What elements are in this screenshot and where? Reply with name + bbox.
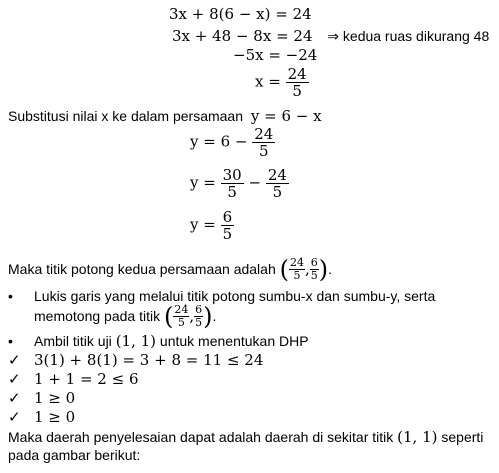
conclusion-text-before: Maka daerah penyelesaian dapat adalah daerah di sekitar titik bbox=[8, 429, 394, 445]
bullet-1-line-1: Lukis garis yang melalui titik potong sumbu-x dan sumbu-y, serta bbox=[34, 288, 436, 304]
equation-2-expr: 3x + 48 − 8x = 24 bbox=[172, 27, 313, 45]
substitution-line bbox=[8, 108, 322, 125]
check-1-expr: 3(1) + 8(1) = 3 + 8 = 11 ≤ 24 bbox=[34, 351, 264, 369]
equation-4-fraction bbox=[286, 66, 309, 99]
substitution-text: Substitusi nilai x ke dalam persamaan bbox=[8, 108, 244, 124]
equation-4 bbox=[255, 66, 309, 99]
check-2-expr: 1 + 1 = 2 ≤ 6 bbox=[34, 370, 139, 388]
y-step-3-fraction bbox=[221, 209, 235, 242]
fraction-denominator: 5 bbox=[227, 183, 237, 201]
checkmark-icon: ✓ bbox=[8, 370, 21, 388]
check-4 bbox=[8, 409, 75, 426]
point-x-fraction bbox=[289, 257, 305, 282]
fraction-denominator: 5 bbox=[293, 269, 301, 282]
checkmark-icon: ✓ bbox=[8, 389, 21, 407]
fraction-denominator: 5 bbox=[310, 269, 318, 282]
check-1 bbox=[8, 352, 263, 369]
y-step-3 bbox=[190, 209, 234, 242]
fraction-denominator: 5 bbox=[222, 225, 233, 243]
intersection-text: Maka titik potong kedua persamaan adalah bbox=[8, 261, 276, 277]
checkmark-icon: ✓ bbox=[8, 408, 21, 426]
fraction-numerator: 24 bbox=[174, 303, 189, 316]
y-step-2-lhs: y = bbox=[190, 173, 216, 192]
point-close-paren: ) bbox=[203, 302, 213, 331]
bullet-icon: • bbox=[8, 333, 13, 349]
equation-3: −5x = −24 bbox=[233, 46, 318, 64]
y-step-2-fraction-2 bbox=[266, 167, 289, 200]
fraction-denominator: 5 bbox=[272, 183, 283, 201]
point-close-paren: ) bbox=[318, 255, 329, 284]
bullet-1 bbox=[8, 288, 435, 305]
y-step-2-fraction-1 bbox=[221, 167, 244, 200]
fraction-numerator: 24 bbox=[267, 166, 287, 184]
equation-1: 3x + 8(6 − x) = 24 bbox=[169, 5, 312, 23]
period: . bbox=[212, 308, 217, 324]
conclusion-text-after: seperti bbox=[441, 429, 484, 445]
bullet-2 bbox=[8, 333, 309, 350]
equation-4-lhs: x = bbox=[255, 72, 281, 91]
fraction-numerator: 6 bbox=[310, 256, 318, 269]
bullet-2-test-point: (1, 1) bbox=[115, 332, 157, 350]
y-step-1-fraction bbox=[252, 126, 275, 159]
y-step-3-lhs: y = bbox=[190, 215, 216, 234]
conclusion-point: (1, 1) bbox=[397, 428, 438, 446]
bullet-2-text-after: untuk menentukan DHP bbox=[159, 333, 309, 349]
fraction-denominator: 5 bbox=[177, 316, 185, 329]
point-open-paren: ( bbox=[163, 302, 174, 331]
check-2 bbox=[8, 371, 139, 388]
equation-2-note: ⇒ kedua ruas dikurang 48 bbox=[327, 28, 490, 44]
y-step-1-lhs: y = 6 − bbox=[190, 132, 248, 151]
period: . bbox=[328, 261, 333, 277]
fraction-numerator: 24 bbox=[287, 65, 307, 83]
y-step-2 bbox=[190, 167, 289, 200]
fraction-numerator: 24 bbox=[290, 256, 304, 269]
fraction-numerator: 6 bbox=[195, 303, 203, 316]
point-y-fraction bbox=[310, 257, 319, 282]
equation-2 bbox=[172, 28, 489, 45]
fraction-denominator: 5 bbox=[259, 142, 269, 160]
intersection-line bbox=[8, 257, 332, 282]
fraction-numerator: 30 bbox=[222, 166, 242, 184]
conclusion-line-1 bbox=[8, 429, 483, 446]
fraction-numerator: 6 bbox=[222, 208, 233, 226]
bullet-1-continued bbox=[34, 304, 216, 329]
check-4-expr: 1 ≥ 0 bbox=[34, 408, 76, 426]
point-open-paren: ( bbox=[279, 255, 289, 284]
bullet-icon: • bbox=[8, 288, 13, 304]
check-3-expr: 1 ≥ 0 bbox=[34, 389, 76, 407]
y-step-1 bbox=[190, 126, 275, 159]
fraction-denominator: 5 bbox=[292, 82, 302, 100]
fraction-denominator: 5 bbox=[195, 316, 203, 329]
fraction-numerator: 24 bbox=[254, 125, 274, 143]
bullet-1-line-2: memotong pada titik bbox=[34, 308, 161, 324]
y-step-2-operator: − bbox=[248, 173, 262, 192]
point-separator: , bbox=[189, 307, 195, 325]
point-separator: , bbox=[305, 260, 310, 278]
substitution-equation: y = 6 − x bbox=[250, 107, 322, 125]
check-3 bbox=[8, 390, 75, 407]
bullet-2-text-before: Ambil titik uji bbox=[34, 333, 112, 349]
checkmark-icon: ✓ bbox=[8, 351, 21, 369]
point-y-fraction bbox=[194, 304, 203, 329]
point-x-fraction bbox=[173, 304, 189, 329]
conclusion-line-2: pada gambar berikut: bbox=[8, 447, 141, 463]
